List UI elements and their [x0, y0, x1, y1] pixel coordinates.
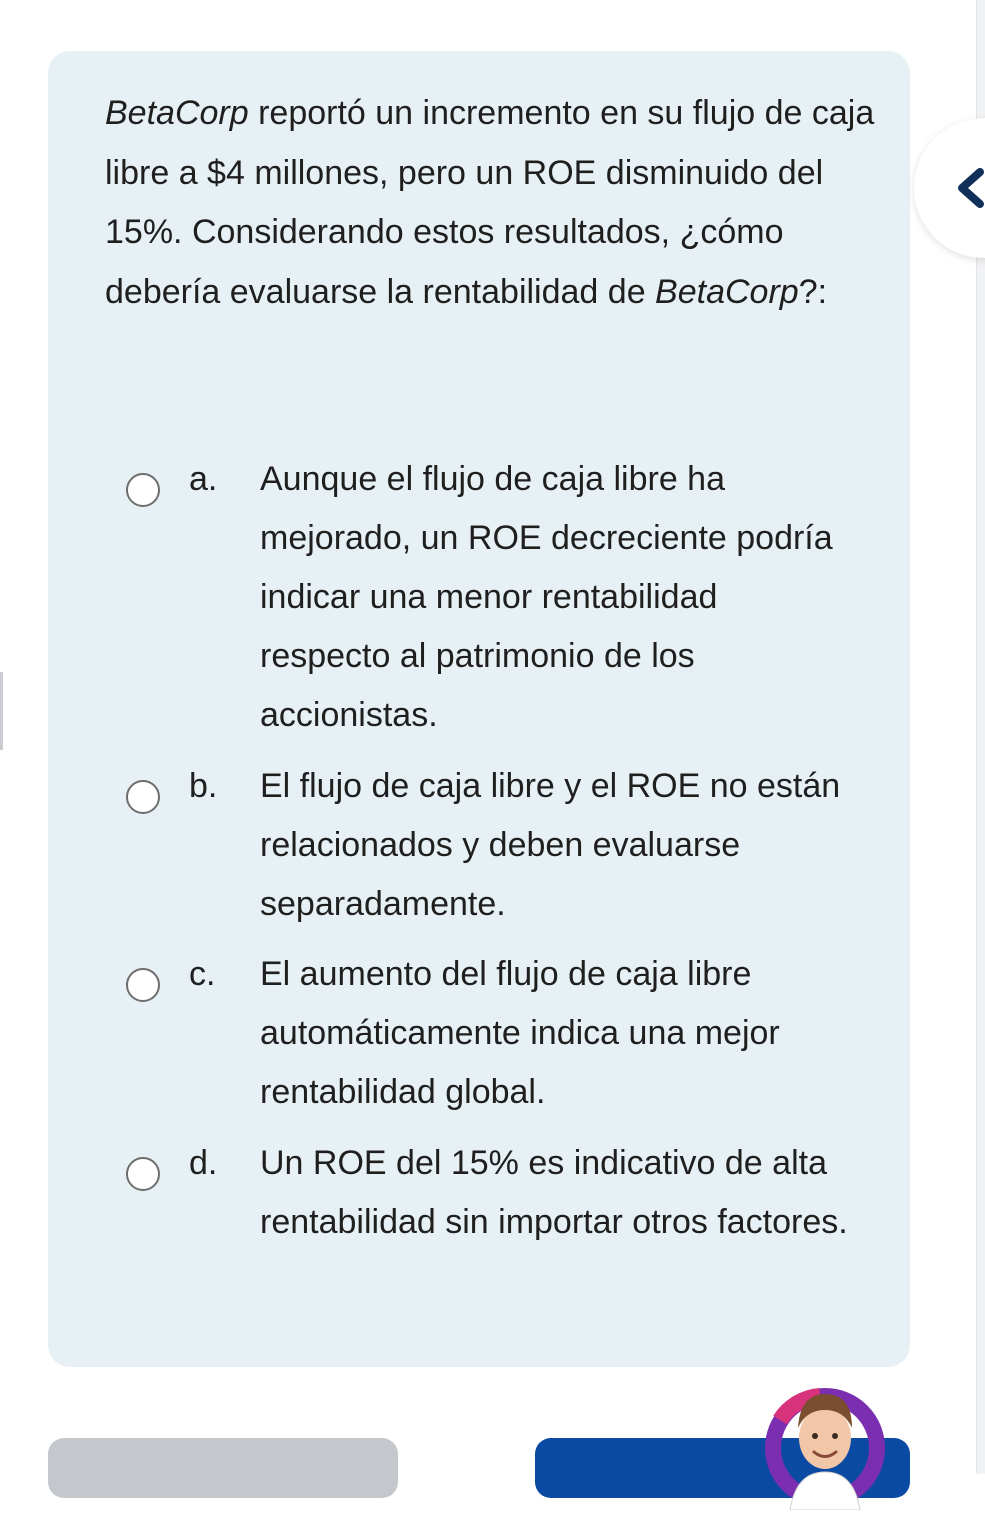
option-d-radio[interactable] [126, 1157, 160, 1191]
option-d-text: Un ROE del 15% es indicativo de alta rentabilidad sin importar otros factores. [260, 1144, 848, 1241]
option-c-radio[interactable] [126, 968, 160, 1002]
option-a-letter: a. [189, 460, 218, 498]
left-edge-indicator [0, 672, 3, 750]
option-a-text: Aunque el flujo de caja libre ha mejorado, un ROE decreciente podría indicar una menor rentabilidad respecto al patrimonio de los accionistas. [260, 460, 833, 734]
option-a-radio[interactable] [126, 473, 160, 507]
option-c-text: El aumento del flujo de caja libre automáticamente indica una mejor rentabilidad global. [260, 955, 780, 1111]
question-company: BetaCorp [105, 94, 249, 132]
assistant-avatar-icon [760, 1380, 890, 1510]
option-b-radio[interactable] [126, 780, 160, 814]
question-company-repeat: BetaCorp [655, 272, 799, 311]
previous-button[interactable] [48, 1438, 398, 1498]
question-text [105, 84, 885, 322]
question-body: reportó un incremento en su flujo de caja libre a $4 millones, pero un ROE disminuido del 15%. Considerando estos resultados, ¿cómo debería evaluarse la rentabilidad de [105, 94, 875, 311]
question-end: ?: [798, 272, 828, 311]
option-d-letter: d. [189, 1144, 218, 1182]
option-b-text: El flujo de caja libre y el ROE no están relacionados y deben evaluarse separadamente. [260, 767, 841, 923]
option-b-letter: b. [189, 767, 218, 805]
assistant-avatar[interactable] [760, 1380, 890, 1510]
option-c-letter: c. [189, 955, 216, 993]
previous-question-tab[interactable] [914, 118, 985, 258]
chevron-left-icon [954, 168, 985, 208]
